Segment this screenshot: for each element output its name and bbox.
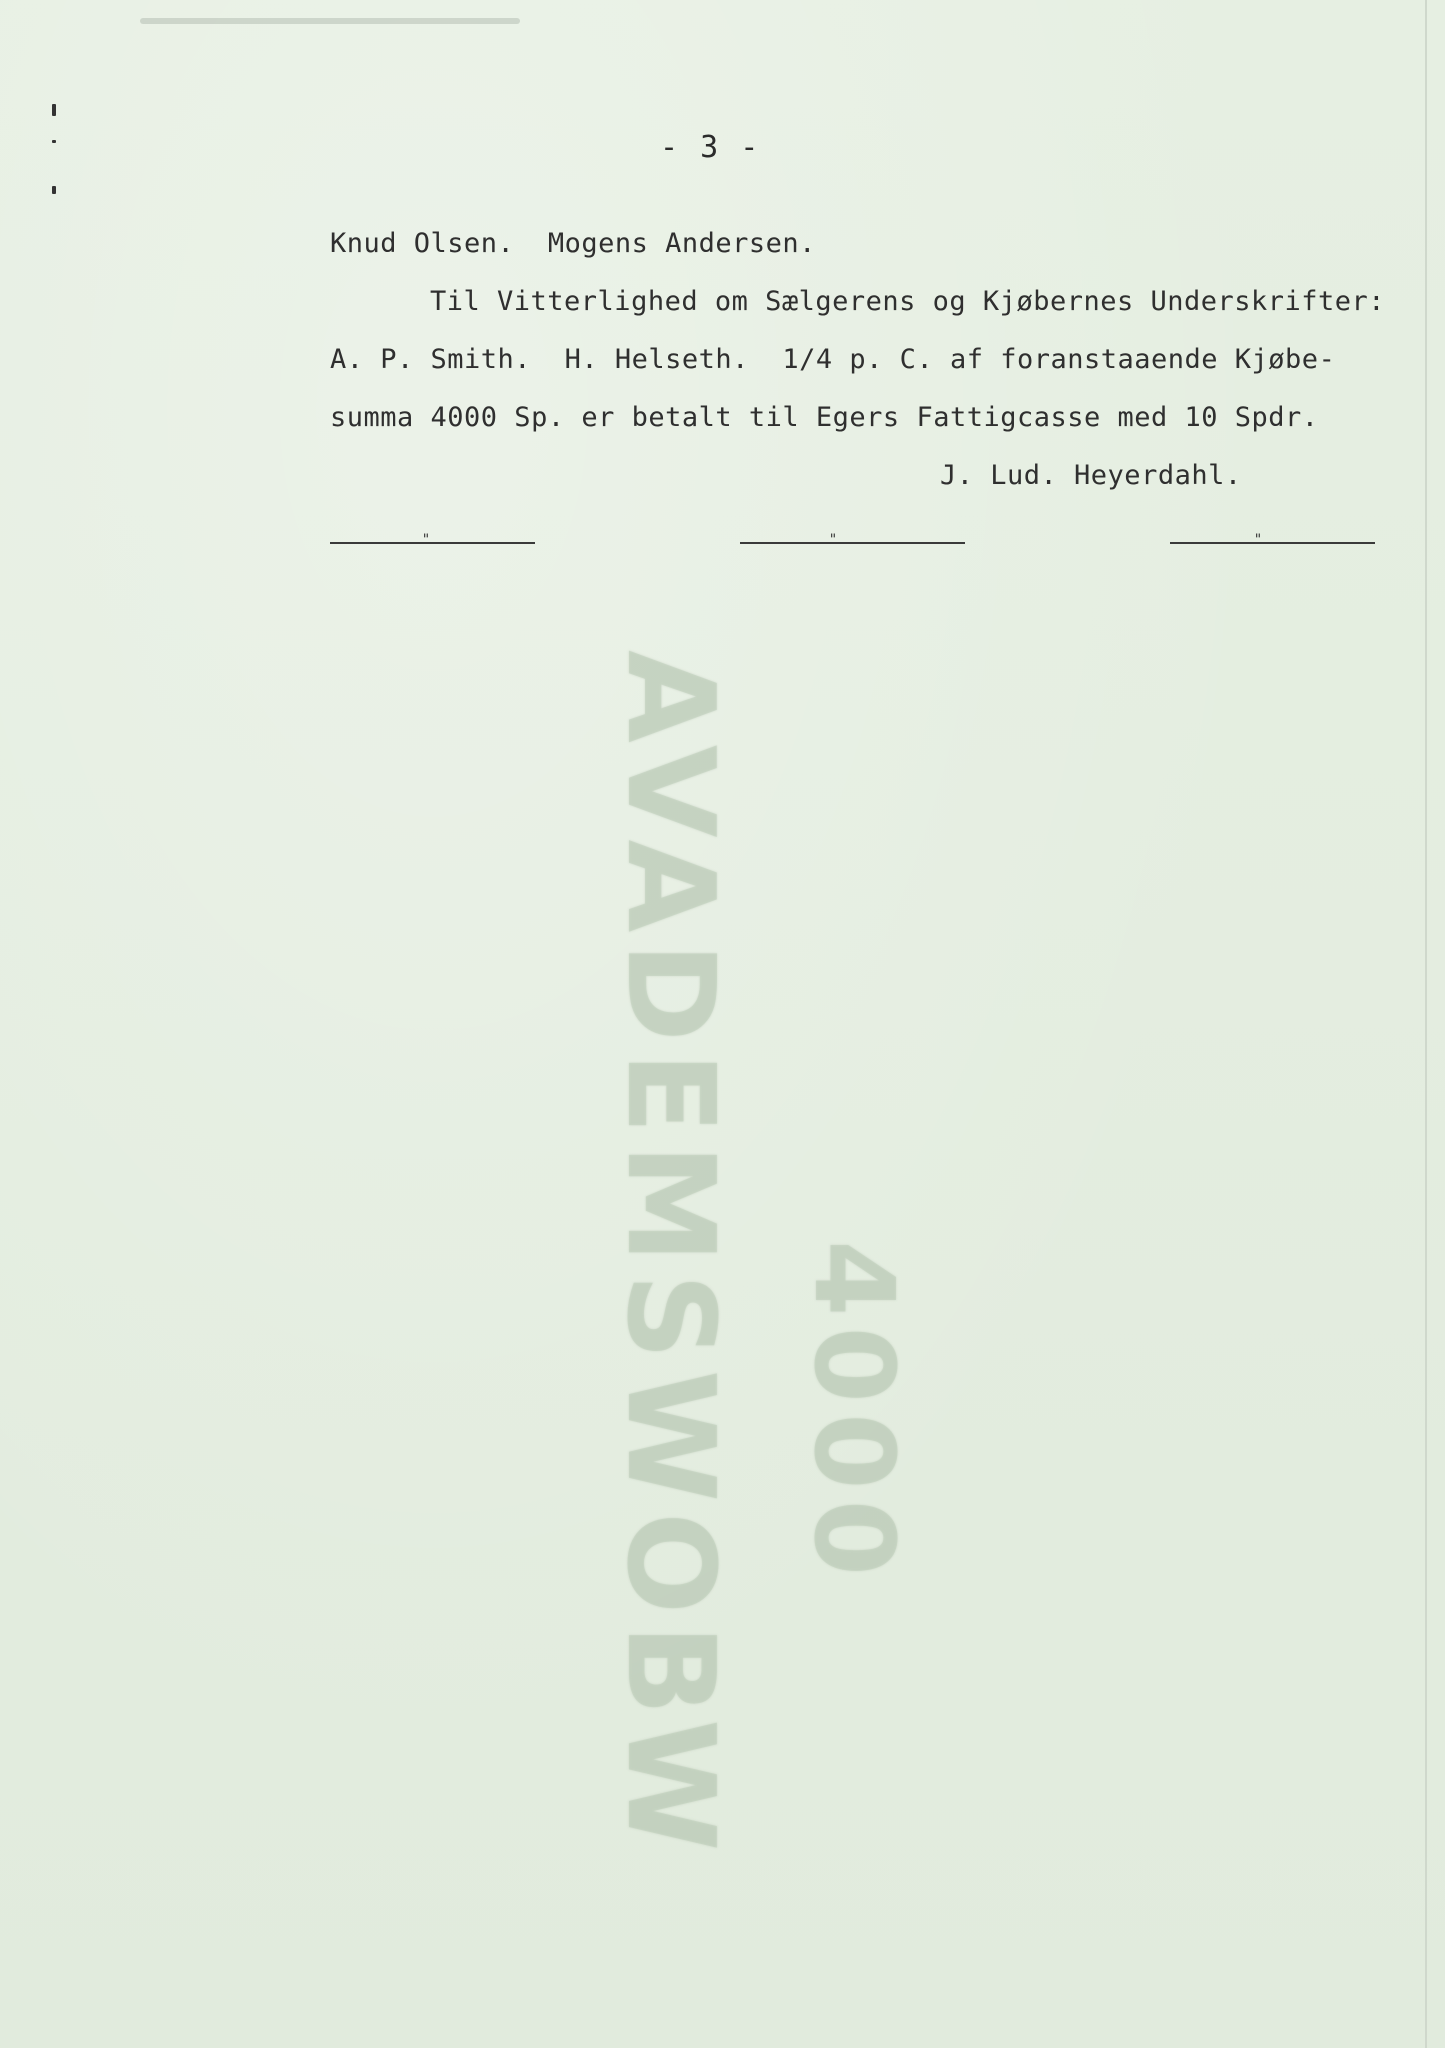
page-edge — [1425, 0, 1427, 2048]
separator-tick-3: " — [1253, 532, 1263, 548]
watermark-stamp-number: 4000 — [790, 1240, 918, 1587]
separator-tick-1: " — [421, 532, 431, 548]
page-number: - 3 - — [660, 130, 761, 165]
text-line-4: summa 4000 Sp. er betalt til Egers Fattigcasse med 10 Spdr. — [330, 402, 1319, 433]
separator-rule-2 — [740, 532, 965, 548]
separator-rule-3 — [1170, 532, 1375, 548]
top-smudge — [140, 18, 520, 24]
text-line-3: A. P. Smith. H. Helseth. 1/4 p. C. af foranstaaende Kjøbe- — [330, 344, 1336, 375]
margin-mark-1 — [52, 104, 56, 116]
separator-rule-1 — [330, 532, 535, 548]
watermark-stamp-text: AVADEMSWOBW — [600, 650, 739, 1862]
text-line-2: Til Vitterlighed om Sælgerens og Kjøbernes Underskrifter: — [430, 286, 1386, 317]
signature-line: J. Lud. Heyerdahl. — [940, 460, 1242, 491]
separator-tick-2: " — [828, 532, 838, 548]
text-line-1: Knud Olsen. Mogens Andersen. — [330, 228, 816, 259]
margin-mark-2 — [52, 140, 56, 143]
margin-mark-3 — [52, 186, 56, 194]
